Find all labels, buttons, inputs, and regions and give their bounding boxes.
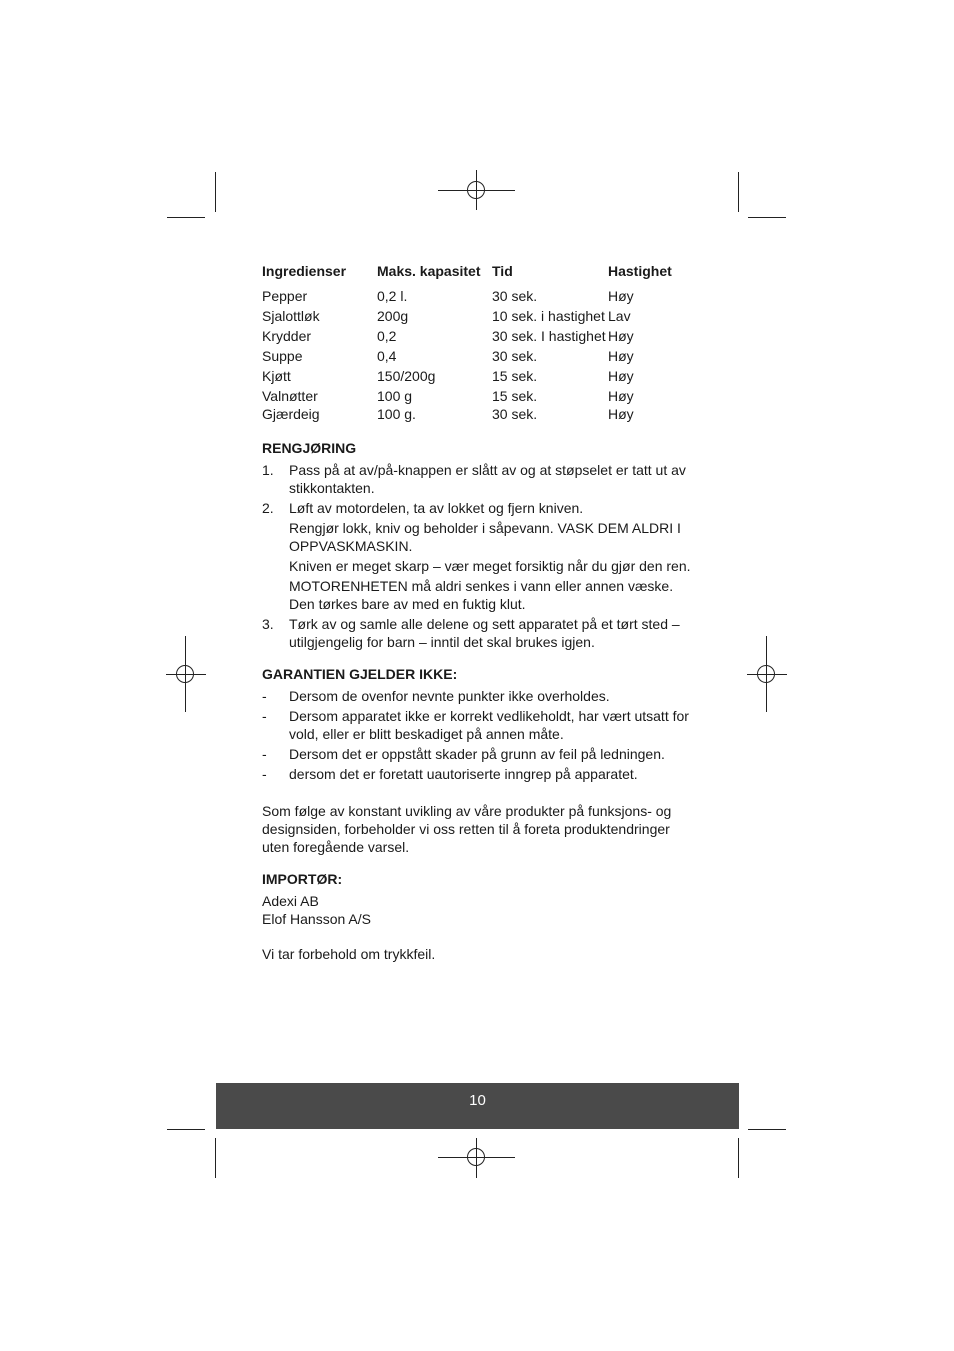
table-cell: 0,2 l. bbox=[377, 288, 408, 304]
list-subtext: Kniven er meget skarp – vær meget forsiktig når du gjør den ren. bbox=[289, 558, 691, 574]
importer-heading: IMPORTØR: bbox=[262, 871, 343, 887]
table-row bbox=[262, 307, 692, 327]
list-text: Dersom apparatet ikke er korrekt vedlikeholdt, har vært utsatt for vold, eller er blitt beskadiget på annen måte. bbox=[289, 708, 689, 742]
table-header: Maks. kapasitet bbox=[377, 263, 481, 279]
table-cell: Suppe bbox=[262, 348, 303, 364]
table-header: Tid bbox=[492, 263, 513, 279]
table-cell: Valnøtter bbox=[262, 388, 318, 404]
page-number: 10 bbox=[469, 1092, 486, 1109]
print-disclaimer: Vi tar forbehold om trykkfeil. bbox=[262, 946, 436, 962]
table-row bbox=[262, 287, 692, 307]
list-item bbox=[262, 615, 692, 651]
table-cell: Sjalottløk bbox=[262, 308, 320, 324]
table-cell: 100 g bbox=[377, 388, 413, 404]
product-notice: Som følge av konstant uvikling av våre produkter på funksjons- og designsiden, forbeholder vi oss retten til å foreta produktendringer uten foregående varsel. bbox=[262, 803, 672, 855]
table-row bbox=[262, 327, 692, 347]
table-row bbox=[262, 405, 692, 425]
warranty-heading: GARANTIEN GJELDER IKKE: bbox=[262, 666, 458, 682]
table-cell: 100 g. bbox=[377, 406, 416, 422]
list-subtext: Rengjør lokk, kniv og beholder i såpevann. VASK DEM ALDRI I OPPVASKMASKIN. bbox=[289, 520, 681, 554]
table-header: Hastighet bbox=[608, 263, 672, 279]
table-cell: 30 sek. I hastighet bbox=[492, 328, 606, 344]
list-item bbox=[262, 687, 692, 705]
table-header: Ingredienser bbox=[262, 263, 347, 279]
table-cell: 200g bbox=[377, 308, 409, 324]
ingredients-table bbox=[262, 262, 692, 425]
list-subtext: MOTORENHETEN må aldri senkes i vann eller annen væske. Den tørkes bare av med en fuktig klut. bbox=[289, 578, 674, 612]
table-cell: 0,4 bbox=[377, 348, 397, 364]
importer-line: Adexi AB bbox=[262, 893, 319, 909]
table-row bbox=[262, 387, 692, 405]
bullet: - bbox=[262, 766, 267, 782]
table-cell: Høy bbox=[608, 288, 634, 304]
page-content bbox=[262, 262, 692, 963]
table-cell: Gjærdeig bbox=[262, 406, 320, 422]
table-cell: 15 sek. bbox=[492, 368, 538, 384]
list-item bbox=[262, 499, 692, 517]
table-cell: Høy bbox=[608, 368, 634, 384]
list-text: dersom det er foretatt uautoriserte inngrep på apparatet. bbox=[289, 766, 638, 782]
table-cell: 30 sek. bbox=[492, 348, 538, 364]
list-text: Dersom de ovenfor nevnte punkter ikke overholdes. bbox=[289, 688, 610, 704]
list-text: Dersom det er oppstått skader på grunn av feil på ledningen. bbox=[289, 746, 665, 762]
table-cell: Pepper bbox=[262, 288, 308, 304]
table-header-row bbox=[262, 262, 692, 287]
table-row bbox=[262, 367, 692, 387]
bullet: - bbox=[262, 708, 267, 724]
list-number: 2. bbox=[262, 500, 274, 516]
table-cell: Høy bbox=[608, 328, 634, 344]
cleaning-heading: RENGJØRING bbox=[262, 440, 357, 456]
table-cell: Høy bbox=[608, 348, 634, 364]
table-cell: 30 sek. bbox=[492, 288, 538, 304]
importer-line: Elof Hansson A/S bbox=[262, 911, 371, 927]
table-cell: 10 sek. i hastighet bbox=[492, 308, 605, 324]
footer-bar bbox=[216, 1083, 739, 1129]
table-cell: Høy bbox=[608, 388, 634, 404]
list-text: Pass på at av/på-knappen er slått av og at støpselet er tatt ut av stikkontakten. bbox=[289, 462, 686, 496]
table-row bbox=[262, 347, 692, 367]
list-item bbox=[262, 461, 692, 497]
list-number: 3. bbox=[262, 616, 274, 632]
list-item bbox=[262, 707, 692, 743]
bullet: - bbox=[262, 746, 267, 762]
list-number: 1. bbox=[262, 462, 274, 478]
table-cell: 0,2 bbox=[377, 328, 397, 344]
list-text: Løft av motordelen, ta av lokket og fjern kniven. bbox=[289, 500, 584, 516]
list-item bbox=[262, 765, 692, 783]
table-cell: Høy bbox=[608, 406, 634, 422]
list-item bbox=[262, 745, 692, 763]
table-cell: Lav bbox=[608, 308, 631, 324]
table-cell: 150/200g bbox=[377, 368, 436, 384]
bullet: - bbox=[262, 688, 267, 704]
table-cell: Kjøtt bbox=[262, 368, 291, 384]
table-cell: 30 sek. bbox=[492, 406, 538, 422]
table-cell: 15 sek. bbox=[492, 388, 538, 404]
list-text: Tørk av og samle alle delene og sett apparatet på et tørt sted – utilgjengelig for barn – inntil det skal brukes igjen. bbox=[289, 616, 680, 650]
table-cell: Krydder bbox=[262, 328, 312, 344]
